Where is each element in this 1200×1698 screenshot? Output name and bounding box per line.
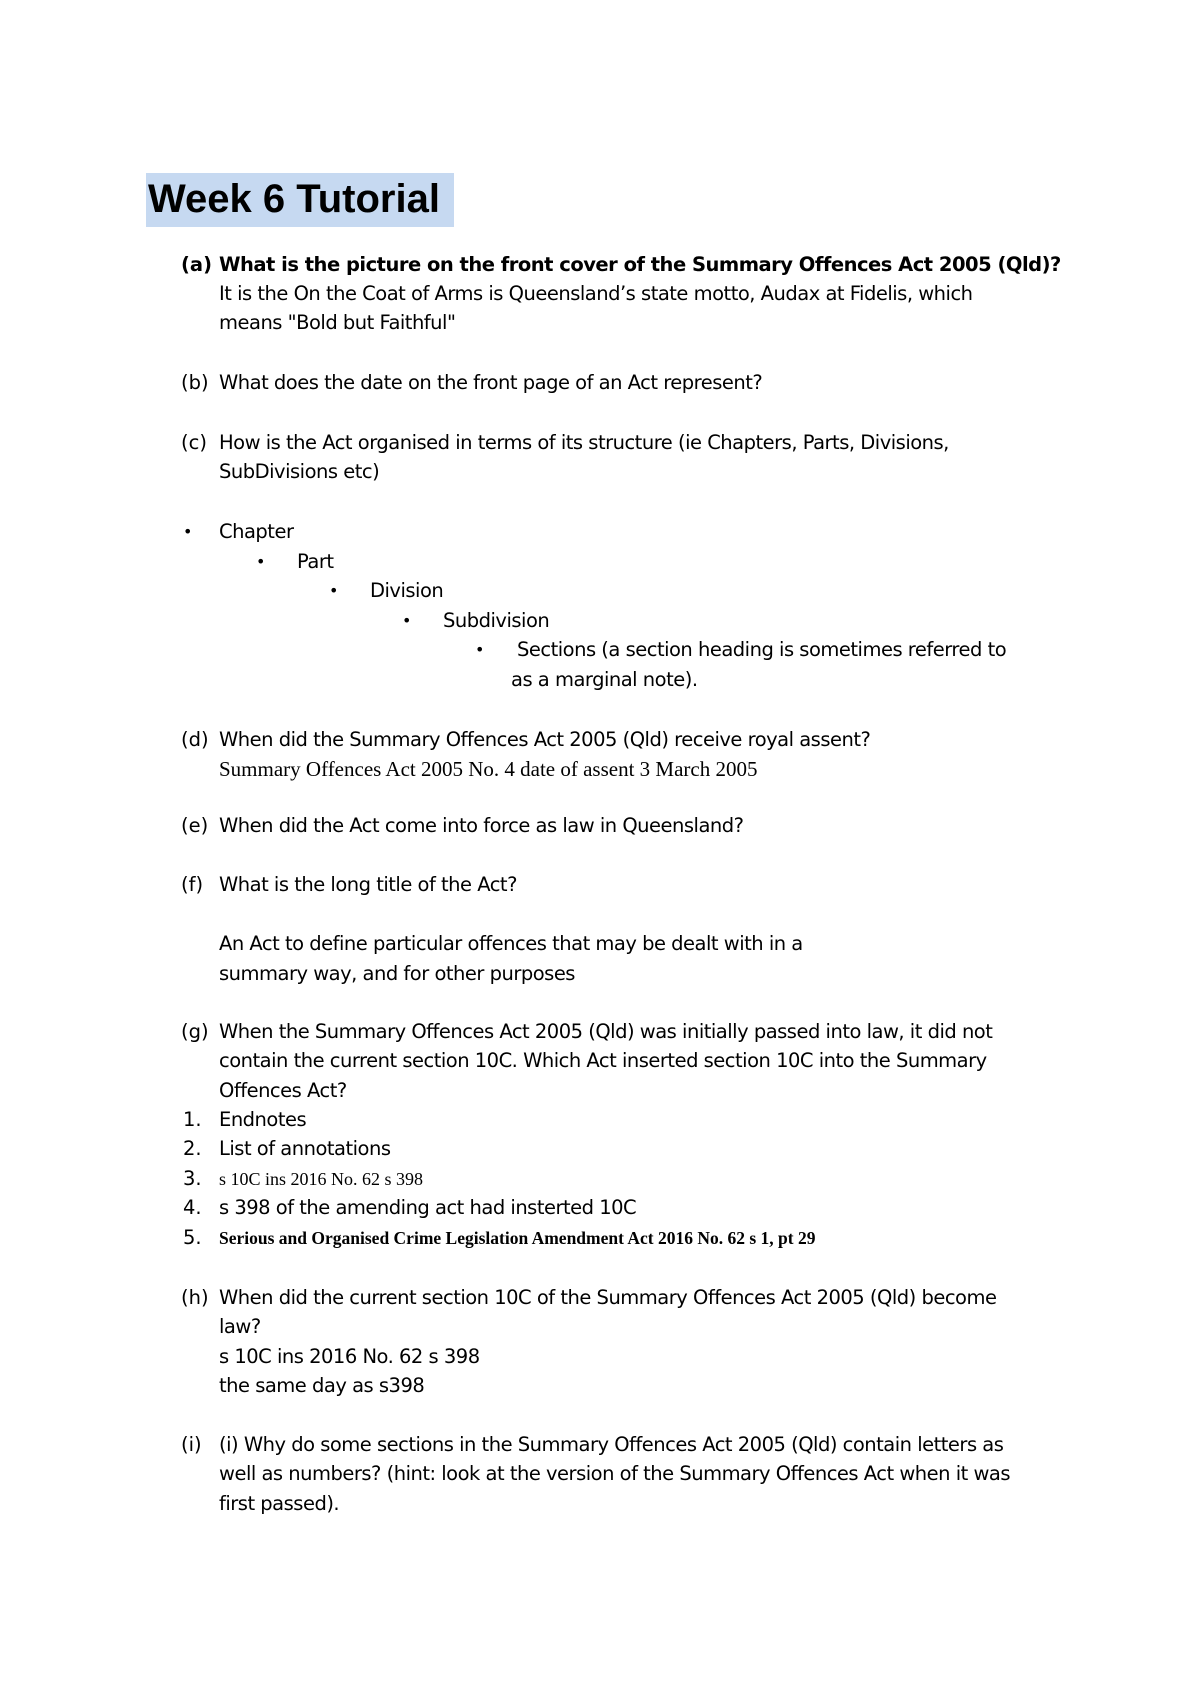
question-g-line2: contain the current section 10C. Which Act inserted section 10C into the Summary [219,1049,987,1072]
step-number: 3. [183,1167,202,1190]
bullet-icon: • [475,640,485,659]
hierarchy-sections-line2: as a marginal note). [511,668,698,691]
question-marker-d: (d) [181,728,209,751]
question-g-line3: Offences Act? [219,1079,347,1102]
question-marker-a: (a) [181,253,212,276]
answer-f-line1: An Act to define particular offences that may be dealt with in a [219,932,803,955]
answer-a-line1: It is the On the Coat of Arms is Queensland’s state motto, Audax at Fidelis, which [219,282,973,305]
step-text: Serious and Organised Crime Legislation Amendment Act 2016 No. 62 s 1, pt 29 [219,1228,816,1248]
question-g-line1: When the Summary Offences Act 2005 (Qld) was initially passed into law, it did not [219,1020,993,1043]
question-marker-g: (g) [181,1020,209,1043]
step-number: 5. [183,1226,202,1249]
bullet-icon: • [183,522,193,541]
hierarchy-subdivision: Subdivision [443,609,550,632]
answer-h-line2: the same day as s398 [219,1374,425,1397]
step-text: List of annotations [219,1137,391,1160]
question-i-line3: first passed). [219,1492,340,1515]
bullet-icon: • [256,552,266,571]
hierarchy-chapter: Chapter [219,520,294,543]
question-f: What is the long title of the Act? [219,873,517,896]
step-number: 2. [183,1137,202,1160]
answer-h-line1: s 10C ins 2016 No. 62 s 398 [219,1345,480,1368]
question-marker-c: (c) [181,431,207,454]
question-marker-b: (b) [181,371,209,394]
question-b: What does the date on the front page of an Act represent? [219,371,763,394]
question-marker-f: (f) [181,873,204,896]
question-a: What is the picture on the front cover of the Summary Offences Act 2005 (Qld)? [219,253,1061,276]
question-h-line2: law? [219,1315,261,1338]
bullet-icon: • [329,581,339,600]
step-number: 1. [183,1108,202,1131]
answer-f-line2: summary way, and for other purposes [219,962,575,985]
answer-d: Summary Offences Act 2005 No. 4 date of assent 3 March 2005 [219,757,758,781]
question-d: When did the Summary Offences Act 2005 (Qld) receive royal assent? [219,728,871,751]
question-i-line2: well as numbers? (hint: look at the version of the Summary Offences Act when it was [219,1462,1011,1485]
hierarchy-division: Division [370,579,444,602]
question-h-line1: When did the current section 10C of the Summary Offences Act 2005 (Qld) become [219,1286,997,1309]
step-text: s 398 of the amending act had insterted 10C [219,1196,637,1219]
page-title: Week 6 Tutorial [146,173,454,227]
question-c-line2: SubDivisions etc) [219,460,380,483]
bullet-icon: • [402,611,412,630]
step-text: Endnotes [219,1108,307,1131]
question-e: When did the Act come into force as law in Queensland? [219,814,744,837]
step-text: s 10C ins 2016 No. 62 s 398 [219,1169,424,1189]
question-i-line1: (i) Why do some sections in the Summary Offences Act 2005 (Qld) contain letters as [219,1433,1004,1456]
question-marker-e: (e) [181,814,209,837]
hierarchy-sections-line1: Sections (a section heading is sometimes referred to [517,638,1007,661]
step-number: 4. [183,1196,202,1219]
hierarchy-part: Part [297,550,334,573]
question-c-line1: How is the Act organised in terms of its structure (ie Chapters, Parts, Divisions, [219,431,949,454]
question-marker-i: (i) [181,1433,202,1456]
answer-a-line2: means "Bold but Faithful" [219,311,456,334]
question-marker-h: (h) [181,1286,209,1309]
